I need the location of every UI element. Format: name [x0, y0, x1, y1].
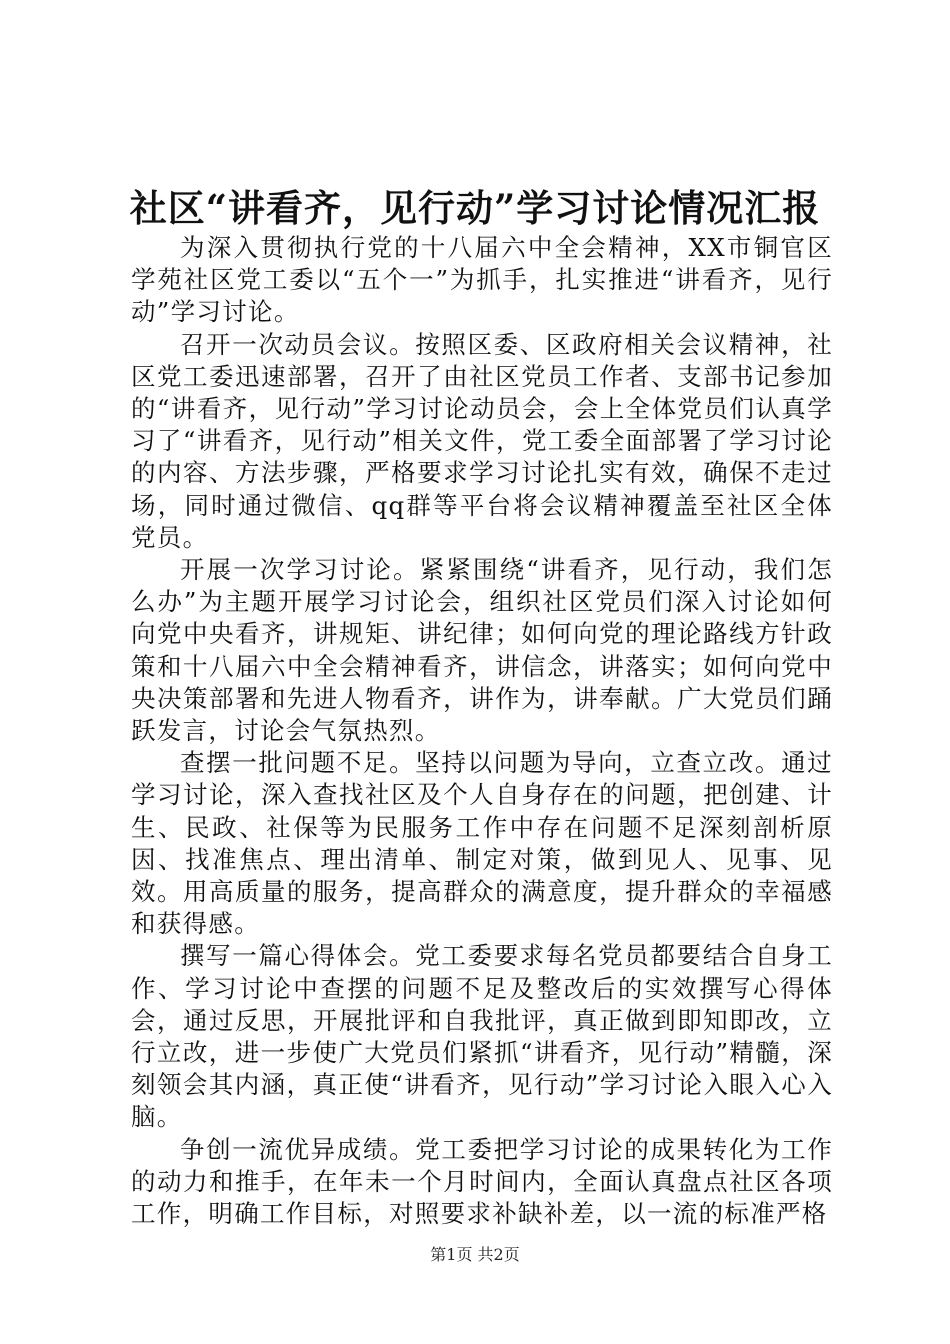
- document-body: [131, 232, 833, 1230]
- paragraph-problem-review: 查摆一批问题不足。坚持以问题为导向，立查立改。通过学习讨论，深入查找社区及个人自身存在的问题，把创建、计生、民政、社保等为民服务工作中存在问题不足深刻剖析原因、找准焦点、理出清单、制定对策，做到见人、见事、见效。用高质量的服务，提高群众的满意度，提升群众的幸福感和获得感。: [131, 748, 833, 939]
- paragraph-first-class-results: 争创一流优异成绩。党工委把学习讨论的成果转化为工作的动力和推手，在年未一个月时间内，全面认真盘点社区各项工作，明确工作目标，对照要求补缺补差，以一流的标准严格: [131, 1134, 833, 1229]
- document-title: 社区“讲看齐，见行动”学习讨论情况汇报: [129, 186, 821, 230]
- paragraph-mobilization-meeting: 召开一次动员会议。按照区委、区政府相关会议精神，社区党工委迅速部署，召开了由社区党员工作者、支部书记参加的“讲看齐，见行动”学习讨论动员会，会上全体党员们认真学习了“讲看齐，见行动”相关文件，党工委全面部署了学习讨论的内容、方法步骤，严格要求学习讨论扎实有效，确保不走过场，同时通过微信、qq群等平台将会议精神覆盖至社区全体党员。: [131, 329, 833, 552]
- paragraph-intro: 为深入贯彻执行党的十八届六中全会精神，XX市铜官区学苑社区党工委以“五个一”为抓手，扎实推进“讲看齐，见行动”学习讨论。: [131, 233, 833, 327]
- paragraph-study-discussion: 开展一次学习讨论。紧紧围绕“讲看齐，见行动，我们怎么办”为主题开展学习讨论会，组织社区党员们深入讨论如何向党中央看齐，讲规矩、讲纪律；如何向党的理论路线方针政策和十八届六中全会精神看齐，讲信念，讲落实；如何向党中央决策部署和先进人物看齐，讲作为，讲奉献。广大党员们踊跃发言，讨论会气氛热烈。: [131, 555, 833, 746]
- paragraph-experience-writing: 撰写一篇心得体会。党工委要求每名党员都要结合自身工作、学习讨论中查摆的问题不足及整改后的实效撰写心得体会，通过反思，开展批评和自我批评，真正做到即知即改，立行立改，进一步使广大党员们紧抓“讲看齐，见行动”精髓，深刻领会其内涵，真正使“讲看齐，见行动”学习讨论入眼入心入脑。: [131, 941, 833, 1132]
- page-number-footer: 第1页 共2页: [430, 1245, 520, 1264]
